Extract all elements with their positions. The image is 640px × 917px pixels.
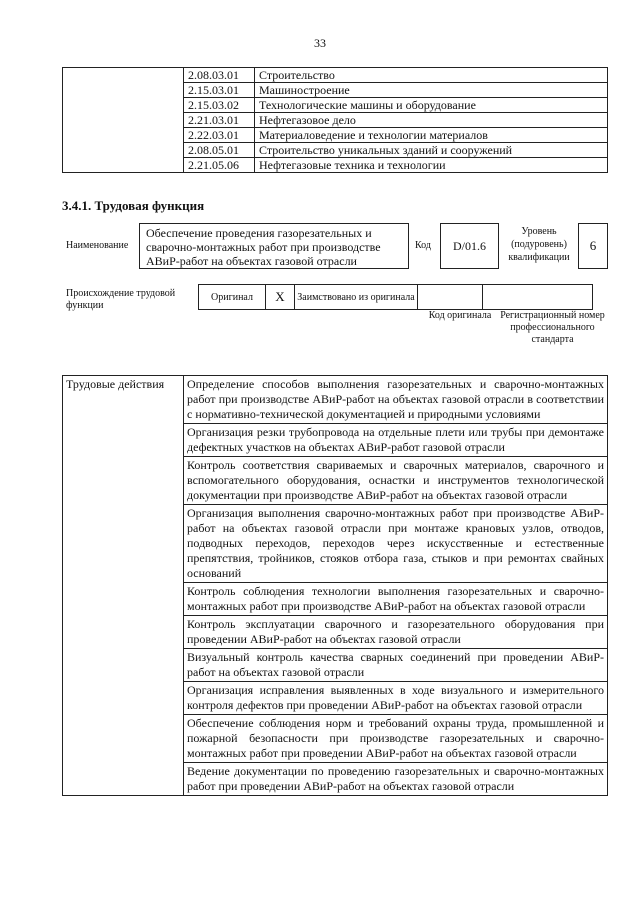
- specialty-name: Технологические машины и оборудование: [255, 98, 608, 113]
- specialty-name: Материаловедение и технологии материалов: [255, 128, 608, 143]
- action-item: Организация выполнения сварочно-монтажных работ при производстве АВиР-работ на объектах газовой отрасли при монтаже крановых узлов, отводов, подводных переходов, переходов через искусственные и естественные препятствия, тройников, стояков отбора газа, стыков и при ремонтах свайных оснований: [184, 505, 608, 583]
- table-row: [63, 68, 608, 83]
- reg-number-label: Регистрационный номер профессионального стандарта: [500, 310, 605, 345]
- specialty-code: 2.22.03.01: [184, 128, 255, 143]
- function-name: Обеспечение проведения газорезательных и сварочно-монтажных работ при производстве АВиР-работ на объектах газовой отрасли: [139, 223, 409, 269]
- specialty-name: Строительство: [255, 68, 608, 83]
- level-label: Уровень (подуровень) квалификации: [508, 226, 570, 263]
- section-title: 3.4.1. Трудовая функция: [62, 198, 205, 213]
- borrowed-label: Заимствовано из оригинала: [295, 285, 418, 310]
- action-item: Организация резки трубопровода на отдельные плети или трубы при демонтаже дефектных участков на объектах АВиР-работ газовой отрасли: [184, 424, 608, 457]
- function-code: D/01.6: [440, 223, 499, 269]
- name-label: Наименование: [66, 240, 129, 251]
- specialty-code: 2.15.03.02: [184, 98, 255, 113]
- specialty-code: 2.15.03.01: [184, 83, 255, 98]
- specialty-code: 2.21.03.01: [184, 113, 255, 128]
- action-item: Контроль соответствия свариваемых и сварочных материалов, сварочного и вспомогательного оборудования, оснастки и инструментов технологической документации при производстве АВиР-работ на объектах газовой отрасли: [184, 457, 608, 505]
- empty-cell: [63, 68, 184, 173]
- specialty-name: Строительство уникальных зданий и сооружений: [255, 143, 608, 158]
- specialties-table: [62, 67, 608, 173]
- action-item: Контроль соблюдения технологии выполнения газорезательных и сварочно-монтажных работ при производстве АВиР-работ на объектах газовой отрасли: [184, 583, 608, 616]
- original-label: Оригинал: [199, 285, 266, 310]
- actions-label: Трудовые действия: [63, 376, 184, 796]
- qualification-level: 6: [578, 223, 608, 269]
- action-item: Организация исправления выявленных в ходе визуального и измерительного контроля дефектов при проведении АВиР-работ на объектах газовой отрасли: [184, 682, 608, 715]
- action-item: Обеспечение соблюдения норм и требований охраны труда, промышленной и пожарной безопасности при производстве газорезательных и сварочно-монтажных работ при проведении АВиР-работ на объектах газовой отрасли: [184, 715, 608, 763]
- specialty-code: 2.08.05.01: [184, 143, 255, 158]
- specialty-name: Нефтегазовое дело: [255, 113, 608, 128]
- origin-table: [198, 284, 593, 310]
- table-row: [63, 376, 608, 424]
- action-item: Визуальный контроль качества сварных соединений при проведении АВиР-работ на объектах газовой отрасли: [184, 649, 608, 682]
- actions-table: [62, 375, 608, 796]
- specialty-code: 2.08.03.01: [184, 68, 255, 83]
- table-row: [199, 285, 593, 310]
- code-original-label: Код оригинала: [428, 310, 492, 321]
- code-original-cell: [418, 285, 483, 310]
- page-number: 33: [314, 36, 326, 50]
- reg-number-cell: [483, 285, 593, 310]
- origin-label: Происхождение трудовой функции: [66, 288, 176, 311]
- action-item: Определение способов выполнения газорезательных и сварочно-монтажных работ при производстве АВиР-работ на объектах газовой отрасли в соответствии с нормативно-технической документацией и природными условиями: [184, 376, 608, 424]
- specialty-code: 2.21.05.06: [184, 158, 255, 173]
- action-item: Ведение документации по проведению газорезательных и сварочно-монтажных работ при проведении АВиР-работ на объектах газовой отрасли: [184, 763, 608, 796]
- code-label: Код: [415, 240, 431, 251]
- original-mark: X: [266, 285, 295, 310]
- action-item: Контроль эксплуатации сварочного и газорезательного оборудования при проведении АВиР-работ на объектах газовой отрасли: [184, 616, 608, 649]
- specialty-name: Нефтегазовые техника и технологии: [255, 158, 608, 173]
- specialty-name: Машиностроение: [255, 83, 608, 98]
